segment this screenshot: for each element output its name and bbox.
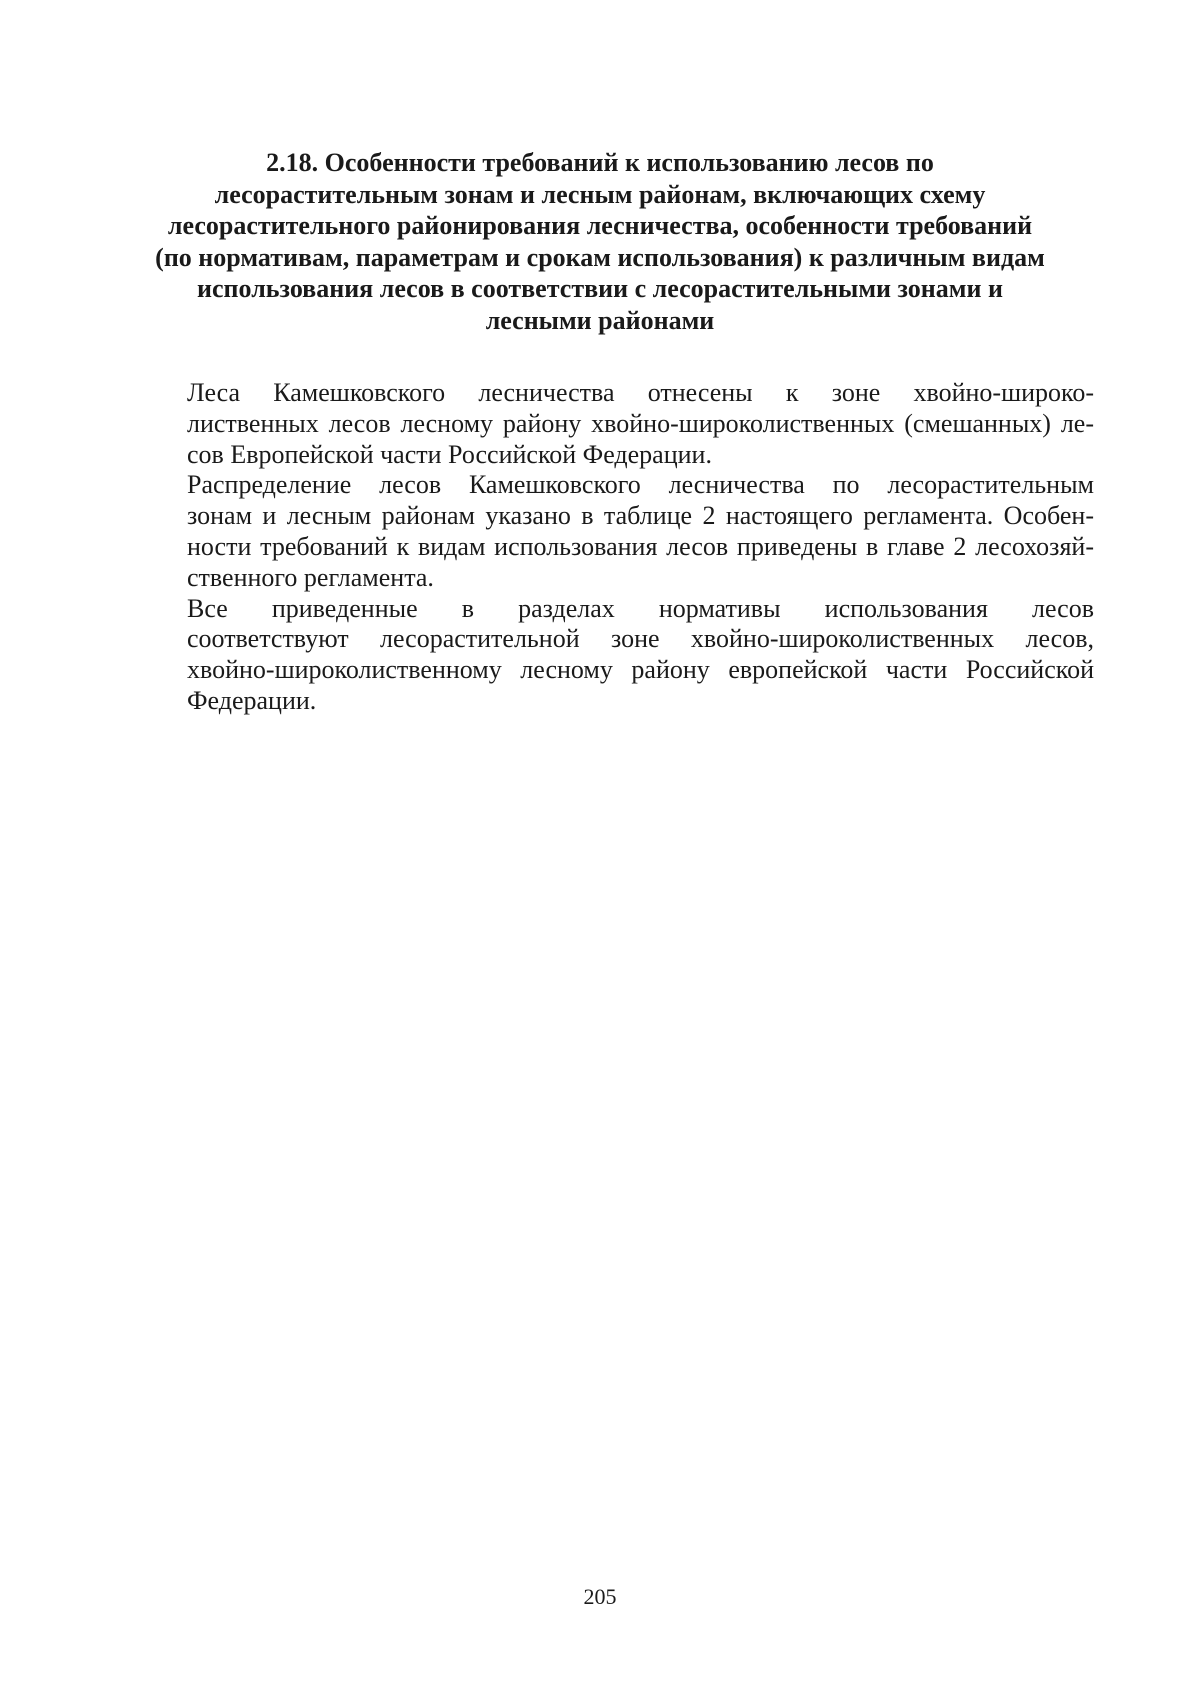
paragraph-line: лиственных лесов лесному району хвойно-широколиственных (смешанных) ле- <box>187 408 1094 438</box>
heading-line: использования лесов в соответствии с лесорастительными зонами и <box>197 274 1003 303</box>
heading-line: лесорастительным зонам и лесным районам, включающих схему <box>214 179 986 209</box>
heading-line: лесорастительного районирования лесничества, особенности требований <box>167 211 1033 240</box>
paragraph-line: хвойно-широколиственному лесному району европейской части Российской <box>187 655 1094 685</box>
heading-line: (по нормативам, параметрам и срокам использования) к различным видам <box>155 242 1045 272</box>
paragraph-line: Леса Камешковского лесничества отнесены к зоне хвойно-широко- <box>187 378 1094 407</box>
body-text <box>117 378 1094 717</box>
paragraph-forest-zone <box>117 378 1094 470</box>
heading-line: лесными районами <box>485 305 715 335</box>
paragraph-line: сов Европейской части Российской Федерации. <box>187 439 712 469</box>
paragraph-line: Все приведенные в разделах нормативы использования лесов <box>187 593 1094 623</box>
section-heading <box>100 147 1100 336</box>
paragraph-norms <box>117 594 1094 717</box>
paragraph-line: Федерации. <box>187 685 317 715</box>
page-number: 205 <box>583 1584 617 1609</box>
paragraph-distribution <box>117 470 1094 593</box>
paragraph-line: соответствуют лесорастительной зоне хвойно-широколиственных лесов, <box>187 624 1094 654</box>
heading-line: 2.18. Особенности требований к использованию лесов по <box>266 148 934 177</box>
paragraph-line: Распределение лесов Камешковского лесничества по лесорастительным <box>187 470 1094 500</box>
paragraph-line: зонам и лесным районам указано в таблице 2 настоящего регламента. Особен- <box>187 501 1094 531</box>
paragraph-line: ности требований к видам использования лесов приведены в главе 2 лесохозяй- <box>187 531 1094 561</box>
paragraph-line: ственного регламента. <box>187 562 434 592</box>
